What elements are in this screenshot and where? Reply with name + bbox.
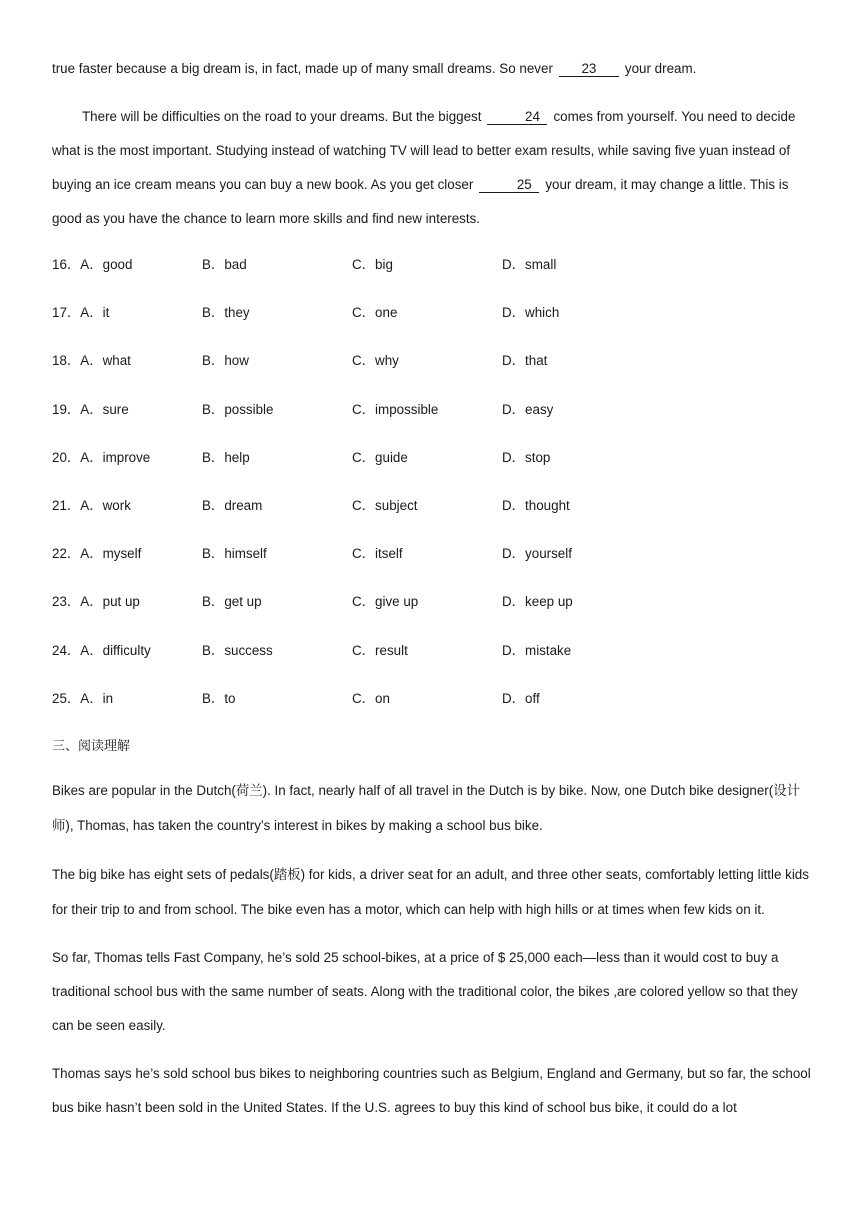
question-row — [52, 587, 812, 635]
reading-paragraph-2: The big bike has eight sets of pedals(踏板) for kids, a driver seat for an adult, and three other seats, comfortably letting little kids for their trip to and from school. The bike even has a motor, which can help with high hills or at times when few kids on it. — [52, 866, 809, 917]
option-b: B．success — [202, 642, 273, 658]
reading-paragraph-3: So far, Thomas tells Fast Company, he’s sold 25 school-bikes, at a price of $ 25,000 each—less than it would cost to buy a traditional school bus with the same number of seats. Along with the traditional color, the bikes ,are colored yellow so that they can be seen easily. — [52, 949, 798, 1033]
question-row — [52, 298, 812, 346]
question-row — [52, 395, 812, 443]
option-b: B．to — [202, 690, 236, 706]
reading-paragraph-1: Bikes are popular in the Dutch(荷兰). In fact, nearly half of all travel in the Dutch is by bike. Now, one Dutch bike designer(设计师), Thomas, has taken the country’s interest in bikes by making a school bus bike. — [52, 782, 801, 834]
option-a: 24．A．difficulty — [52, 642, 151, 658]
reading-paragraph-4: Thomas says he’s sold school bus bikes to neighboring countries such as Belgium, England and Germany, but so far, the school bus bike hasn’t been sold in the United States. If the U.S. agrees to buy this kind of school bus bike, it could do a lot — [52, 1065, 811, 1115]
question-row — [52, 636, 812, 684]
question-row — [52, 250, 812, 298]
option-d: D．thought — [502, 497, 570, 513]
option-c: C．impossible — [352, 401, 439, 417]
reading-passage — [52, 774, 812, 1125]
option-a: 17．A．it — [52, 305, 110, 321]
blank-23: 23 — [559, 61, 619, 77]
option-d: D．keep up — [502, 594, 573, 610]
option-b: B．help — [202, 449, 250, 465]
option-c: C．guide — [352, 449, 408, 465]
passage-paragraph-2 — [52, 100, 812, 236]
option-b: B．how — [202, 353, 249, 369]
passage-text: There will be difficulties on the road to your dreams. But the biggest — [82, 109, 482, 124]
blank-25: 25 — [479, 177, 539, 193]
option-c: C．big — [352, 257, 393, 272]
option-b: B．possible — [202, 401, 274, 417]
passage-text: your dream, it may change a little. This is good as you have the chance to learn more skills and find new interests. — [52, 177, 789, 226]
option-d: D．that — [502, 353, 548, 369]
option-c: C．result — [352, 642, 408, 658]
option-a: 21．A．work — [52, 497, 131, 513]
document-page — [52, 52, 812, 1125]
option-d: D．which — [502, 305, 560, 321]
option-a: 20．A．improve — [52, 449, 151, 465]
option-c: C．itself — [352, 546, 403, 562]
question-row — [52, 684, 812, 732]
option-b: B．bad — [202, 257, 247, 272]
question-row — [52, 491, 812, 539]
option-a: 25．A．in — [52, 690, 114, 706]
option-c: C．one — [352, 305, 398, 321]
option-b: B．himself — [202, 546, 267, 562]
question-row — [52, 346, 812, 394]
option-d: D．stop — [502, 449, 551, 465]
option-b: B．dream — [202, 497, 263, 513]
option-d: D．off — [502, 690, 540, 706]
option-c: C．subject — [352, 497, 418, 513]
option-a: 18．A．what — [52, 353, 131, 369]
passage-text: true faster because a big dream is, in fact, made up of many small dreams. So never — [52, 61, 553, 76]
option-a: 16．A．good — [52, 257, 133, 272]
passage-text: your dream. — [624, 61, 697, 76]
option-c: C．on — [352, 690, 390, 706]
option-d: D．small — [502, 257, 557, 272]
option-a: 23．A．put up — [52, 594, 140, 610]
option-b: B．they — [202, 305, 250, 321]
passage-line-1 — [52, 52, 812, 86]
option-d: D．yourself — [502, 546, 572, 562]
blank-24: 24 — [487, 109, 547, 125]
option-a: 22．A．myself — [52, 546, 142, 562]
question-row — [52, 539, 812, 587]
option-c: C．why — [352, 353, 399, 369]
section-heading: 三、阅读理解 — [52, 738, 131, 754]
option-c: C．give up — [352, 594, 419, 610]
option-d: D．mistake — [502, 642, 572, 658]
question-options-list — [52, 250, 812, 732]
option-b: B．get up — [202, 594, 262, 610]
passage-text: comes from yourself. You need to decide what is the most important. Studying instead of watching TV will lead to better exam results, while saving five yuan instead of buying an ice cream means you can buy a new book. As you get closer — [52, 109, 796, 192]
question-row — [52, 443, 812, 491]
option-a: 19．A．sure — [52, 401, 129, 417]
option-d: D．easy — [502, 401, 554, 417]
